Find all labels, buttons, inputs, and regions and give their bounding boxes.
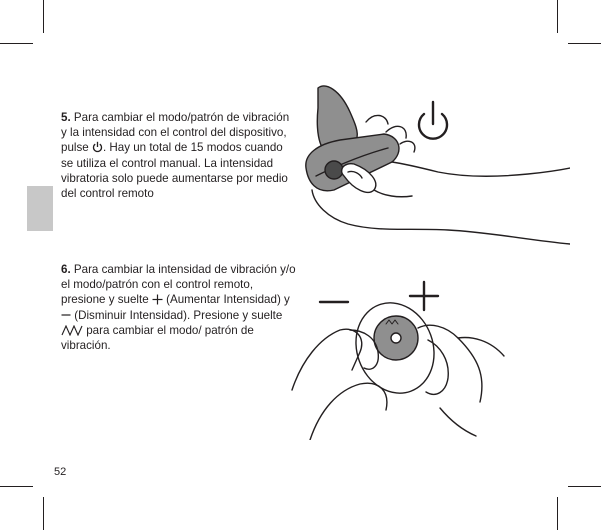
crop-mark <box>568 486 601 487</box>
remote-hands-illustration <box>290 280 512 440</box>
wave-pattern-icon <box>61 325 83 336</box>
section-tab <box>27 186 53 231</box>
step-6-text-part2: (Aumentar Intensidad) y <box>162 293 290 307</box>
step-5-text-after: . Hay un total de 15 modos cuando se utiliza el control manual. La intensidad vibratoria solo puede aumentarse por medio del control remoto <box>61 141 288 201</box>
step-6-text-part3: (Disminuir Intensidad). Presione y suelte <box>71 308 283 322</box>
step-5-number: 5. <box>61 111 71 124</box>
step-6-text-part4: para cambiar el modo/ patrón de vibración. <box>61 323 254 353</box>
crop-mark <box>557 497 558 530</box>
power-icon <box>92 141 103 153</box>
hand-device-illustration <box>288 78 570 248</box>
minus-icon <box>61 310 71 321</box>
step-6-text-part1: Para cambiar la intensidad de vibración y/o el modo/patrón con el control remoto, presione y suelte <box>61 263 296 307</box>
page-number: 52 <box>54 466 67 478</box>
plus-icon <box>152 294 163 305</box>
crop-mark <box>0 486 33 487</box>
step-6-number: 6. <box>61 263 71 276</box>
crop-mark <box>557 0 558 33</box>
step-5-text-before: Para cambiar el modo/patrón de vibración y la intensidad con el control del dispositivo, pulse <box>61 111 290 155</box>
crop-mark <box>43 497 44 530</box>
crop-mark <box>43 0 44 33</box>
step-5-text <box>61 110 296 201</box>
step-6-text <box>61 262 296 353</box>
crop-mark <box>568 43 601 44</box>
crop-mark <box>0 43 33 44</box>
